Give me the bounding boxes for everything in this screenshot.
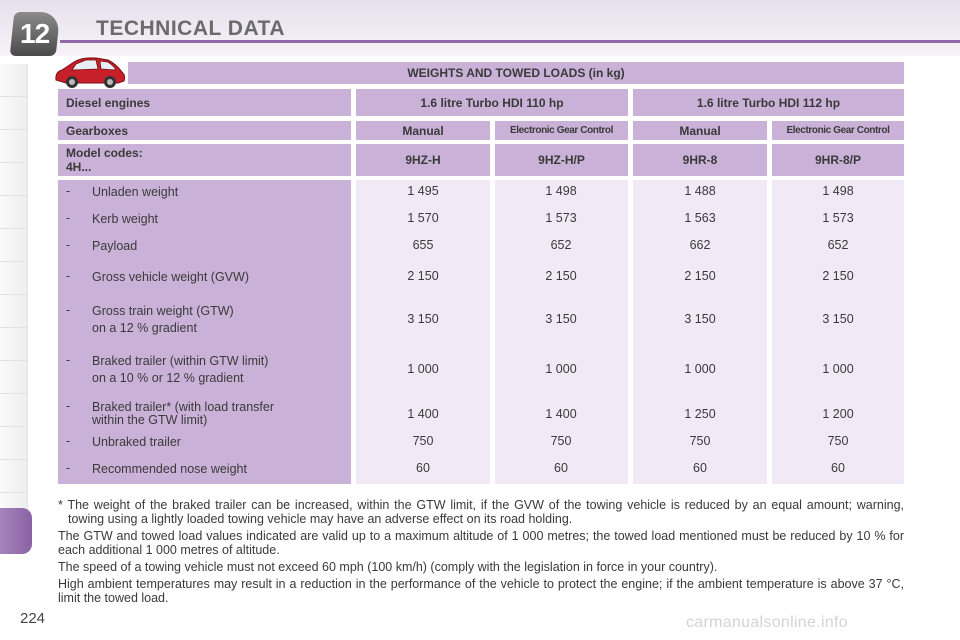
row-label-line1: Gross train weight (GTW) bbox=[92, 304, 234, 318]
table-cell-value: 60 bbox=[554, 461, 568, 475]
table-cell-value: 1 488 bbox=[684, 184, 716, 198]
row-label-line1: Payload bbox=[92, 239, 138, 253]
chapter-tab[interactable] bbox=[0, 394, 28, 427]
row-label-line1: Unbraked trailer bbox=[92, 435, 181, 449]
row-label-line1: Braked trailer (within GTW limit) bbox=[92, 354, 269, 368]
chapter-tabs bbox=[0, 64, 28, 526]
row-label-line2: on a 10 % or 12 % gradient bbox=[92, 371, 244, 385]
note-speed: The speed of a towing vehicle must not exceed 60 mph (100 km/h) (comply with the legislation in force in your country). bbox=[58, 560, 718, 574]
table-cell-value: 2 150 bbox=[407, 269, 439, 283]
row-label-line1: Kerb weight bbox=[92, 212, 159, 226]
table-cell-value: 1 200 bbox=[822, 407, 854, 421]
table-cell-value: 1 000 bbox=[407, 362, 439, 376]
table-cell-value: 2 150 bbox=[822, 269, 854, 283]
row-dash: - bbox=[66, 238, 71, 252]
watermark: carmanualsonline.info bbox=[686, 614, 848, 631]
table-cell-value: 60 bbox=[693, 461, 707, 475]
chapter-badge[interactable] bbox=[10, 12, 61, 56]
chapter-tab[interactable] bbox=[0, 460, 28, 493]
table-cell-value: 1 570 bbox=[407, 211, 439, 225]
table-cell-value: 750 bbox=[412, 434, 434, 448]
table-cell-value: 1 250 bbox=[684, 407, 716, 421]
row-dash: - bbox=[66, 269, 71, 283]
row-label-line1: Braked trailer* (with load transfer bbox=[92, 400, 275, 414]
model-codes-row bbox=[58, 144, 904, 176]
model-code-cell: 9HZ-H bbox=[356, 144, 490, 176]
gearbox-cell: Manual bbox=[633, 121, 767, 140]
gearboxes-label: Gearboxes bbox=[58, 121, 351, 140]
gearbox-cell: Manual bbox=[356, 121, 490, 140]
table-cell-value: 750 bbox=[827, 434, 849, 448]
table-title: WEIGHTS AND TOWED LOADS (in kg) bbox=[128, 62, 904, 84]
engines-label: Diesel engines bbox=[58, 89, 351, 116]
model-codes-label bbox=[58, 144, 351, 176]
table-cell-value: 2 150 bbox=[684, 269, 716, 283]
model-codes-label-line2: 4H... bbox=[66, 160, 92, 174]
row-dash: - bbox=[66, 434, 71, 448]
table-cell-value: 750 bbox=[550, 434, 572, 448]
gearbox-cell: Electronic Gear Control bbox=[495, 121, 628, 140]
table-cell-value: 60 bbox=[416, 461, 430, 475]
chapter-tab[interactable] bbox=[0, 196, 28, 229]
chapter-tab[interactable] bbox=[0, 229, 28, 262]
gearboxes-row bbox=[58, 121, 904, 140]
chapter-tab[interactable] bbox=[0, 97, 28, 130]
table-cell-value: 750 bbox=[689, 434, 711, 448]
engines-row bbox=[58, 89, 904, 116]
page-number: 224 bbox=[20, 610, 46, 627]
table-cell-value: 1 498 bbox=[545, 184, 577, 198]
table-cell-value: 1 000 bbox=[822, 362, 854, 376]
page-title: TECHNICAL DATA bbox=[96, 17, 285, 40]
model-code-cell: 9HZ-H/P bbox=[495, 144, 628, 176]
gearbox-cell: Electronic Gear Control bbox=[772, 121, 904, 140]
table-cell-value: 60 bbox=[831, 461, 845, 475]
engine-112hp: 1.6 litre Turbo HDI 112 hp bbox=[633, 89, 904, 116]
model-code-cell: 9HR-8/P bbox=[772, 144, 904, 176]
row-dash: - bbox=[66, 461, 71, 475]
table-cell-value: 3 150 bbox=[545, 312, 577, 326]
table-cell-value: 1 563 bbox=[684, 211, 716, 225]
table-cell-value: 1 573 bbox=[822, 211, 854, 225]
car-icon bbox=[52, 52, 128, 92]
note-altitude: The GTW and towed load values indicated are valid up to a maximum altitude of 1 000 metres; the towed load mentioned must be reduced by 10 % for each additional 1 000 metres of altitude. bbox=[58, 529, 904, 557]
chapter-tab[interactable] bbox=[0, 295, 28, 328]
row-label-line1: Gross vehicle weight (GVW) bbox=[92, 270, 249, 284]
chapter-tab[interactable] bbox=[0, 64, 28, 97]
chapter-tab[interactable] bbox=[0, 361, 28, 394]
row-label-line1: Recommended nose weight bbox=[92, 462, 247, 476]
table-cell-value: 1 573 bbox=[545, 211, 577, 225]
chapter-tab[interactable] bbox=[0, 130, 28, 163]
table-cell-value: 2 150 bbox=[545, 269, 577, 283]
chapter-tab[interactable] bbox=[0, 163, 28, 196]
table-cell-value: 3 150 bbox=[407, 312, 439, 326]
table-cell-value: 652 bbox=[550, 238, 572, 252]
row-dash: - bbox=[66, 303, 71, 317]
notes bbox=[58, 498, 904, 608]
engine-110hp: 1.6 litre Turbo HDI 110 hp bbox=[356, 89, 628, 116]
table-cell-value: 1 000 bbox=[545, 362, 577, 376]
row-label-line1: Unladen weight bbox=[92, 185, 179, 199]
table-cell-value: 1 400 bbox=[407, 407, 439, 421]
model-codes-label-line1: Model codes: bbox=[66, 146, 143, 160]
chapter-number: 12 bbox=[20, 18, 50, 49]
table-cell-value: 1 400 bbox=[545, 407, 577, 421]
note-temperature: High ambient temperatures may result in a reduction in the performance of the vehicle to protect the engine; if the ambient temperature is above 37 °C, limit the towed load. bbox=[58, 577, 904, 605]
table-cell-value: 3 150 bbox=[822, 312, 854, 326]
table-cell-value: 662 bbox=[689, 238, 711, 252]
table-cell-value: 655 bbox=[412, 238, 434, 252]
row-label-line2: within the GTW limit) bbox=[92, 413, 208, 427]
table-cell-value: 3 150 bbox=[684, 312, 716, 326]
row-dash: - bbox=[66, 399, 71, 413]
chapter-tab[interactable] bbox=[0, 328, 28, 361]
table-cell-value: 1 495 bbox=[407, 184, 439, 198]
row-dash: - bbox=[66, 211, 71, 225]
row-label-line2: on a 12 % gradient bbox=[92, 321, 197, 335]
table-cell-value: 1 000 bbox=[684, 362, 716, 376]
model-code-cell: 9HR-8 bbox=[633, 144, 767, 176]
chapter-tab[interactable] bbox=[0, 262, 28, 295]
table-cell-value: 652 bbox=[827, 238, 849, 252]
chapter-tab[interactable] bbox=[0, 427, 28, 460]
footnote-braked-trailer: * The weight of the braked trailer can be increased, within the GTW limit, if the GVW of the towing vehicle is reduced by an equal amount; warning, towing using a lightly loaded towing vehicle may have an adverse effect on its road holding. bbox=[58, 498, 904, 526]
row-dash: - bbox=[66, 184, 71, 198]
row-dash: - bbox=[66, 353, 71, 367]
active-chapter-tab[interactable] bbox=[0, 508, 32, 554]
table-cell-value: 1 498 bbox=[822, 184, 854, 198]
